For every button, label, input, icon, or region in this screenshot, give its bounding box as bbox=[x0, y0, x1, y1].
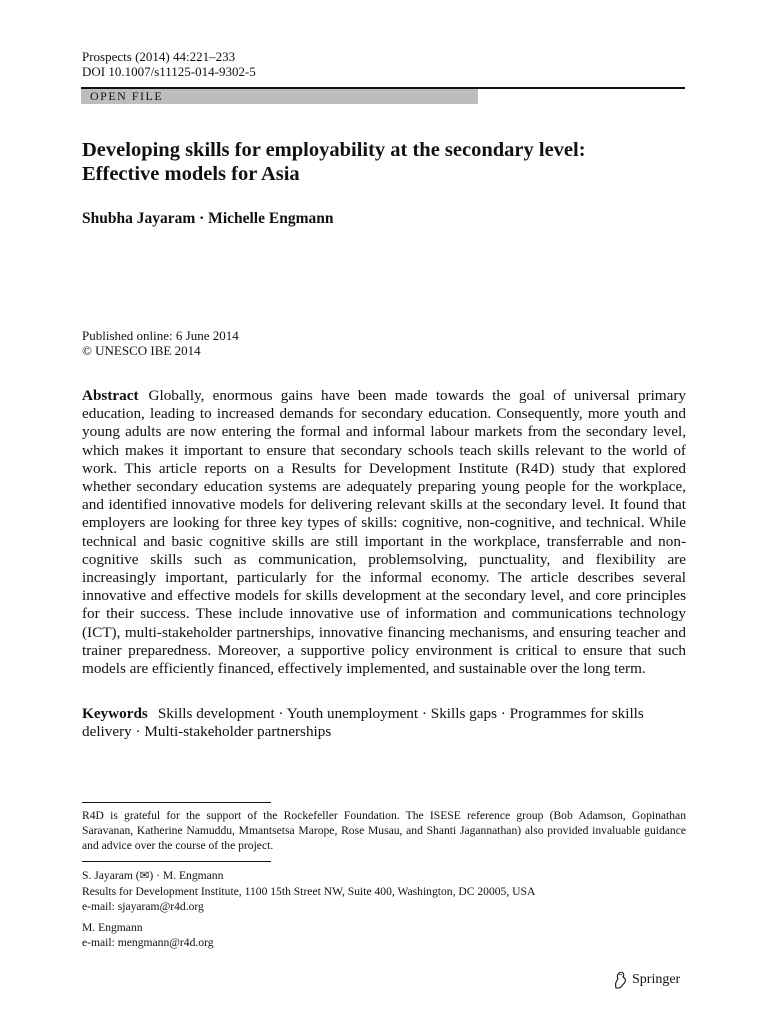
section-label: OPEN FILE bbox=[90, 89, 164, 103]
correspondence-authors: S. Jayaram (✉) · M. Engmann bbox=[82, 869, 224, 882]
journal-citation: Prospects (2014) 44:221–233 bbox=[82, 49, 236, 64]
authors: Shubha Jayaram · Michelle Engmann bbox=[82, 210, 334, 227]
article-title bbox=[82, 138, 686, 186]
footnote-rule bbox=[82, 802, 271, 803]
correspondence-affiliation: Results for Development Institute, 1100 15th Street NW, Suite 400, Washington, DC 20005, USA bbox=[82, 885, 536, 898]
correspondence-rule bbox=[82, 861, 271, 862]
correspondence-email-1: e-mail: sjayaram@r4d.org bbox=[82, 900, 204, 913]
title-line-1: Developing skills for employability at the secondary level: bbox=[82, 139, 586, 161]
publisher-mark bbox=[612, 970, 680, 990]
copyright: © UNESCO IBE 2014 bbox=[82, 343, 201, 358]
footnote: R4D is grateful for the support of the Rockefeller Foundation. The ISESE reference group (Bob Adamson, Gopinathan Saravanan, Katherine Namuddu, Mmantsetsa Marope, Rose Musau, and Shanti Jagannathan) also provided invaluable guidance and advice over the course of the project. bbox=[82, 809, 686, 853]
abstract-heading: Abstract bbox=[82, 387, 139, 404]
correspondence-name-2: M. Engmann bbox=[82, 921, 143, 934]
publisher-name: Springer bbox=[632, 972, 681, 987]
correspondence-email-2: e-mail: mengmann@r4d.org bbox=[82, 936, 214, 949]
springer-horse-icon bbox=[612, 970, 628, 990]
keywords-text: Skills development · Youth unemployment · Skills gaps · Programmes for skills delivery · Multi-stakeholder partnerships bbox=[82, 705, 644, 741]
abstract-text: Globally, enormous gains have been made towards the goal of universal primary education, leading to increased demands for secondary education. Consequently, more youth and young adults are now entering the formal and informal labour markets from the secondary level, which makes it important to ensure that secondary schools teach skills relevant to the world of work. This article reports on a Results for Development Institute (R4D) study that explored whether secondary education systems are adequately preparing young people for the workplace, and identified innovative models for delivering relevant skills at the secondary level. It found that employers are looking for three key types of skills: cognitive, non-cognitive, and technical. While technical and basic cognitive skills are still important in the workplace, transferrable and non-cognitive skills such as communication, problemsolving, punctuality, and flexibility are increasingly important, particularly for the informal economy. The article describes several innovative and effective models for skills development at the secondary level, and core principles for their success. These include innovative use of information and communications technology (ICT), multi-stakeholder partnerships, innovative financing mechanisms, and ensuring teacher and trainer preparedness. Moreover, a supportive policy environment is critical to ensure that such models are efficiently financed, effectively implemented, and sustainable over the long term. bbox=[82, 387, 686, 678]
abstract bbox=[82, 387, 686, 678]
published-date: Published online: 6 June 2014 bbox=[82, 328, 239, 343]
keywords-heading: Keywords bbox=[82, 705, 148, 722]
title-line-2: Effective models for Asia bbox=[82, 163, 300, 185]
doi: DOI 10.1007/s11125-014-9302-5 bbox=[82, 64, 256, 79]
keywords bbox=[82, 705, 686, 741]
